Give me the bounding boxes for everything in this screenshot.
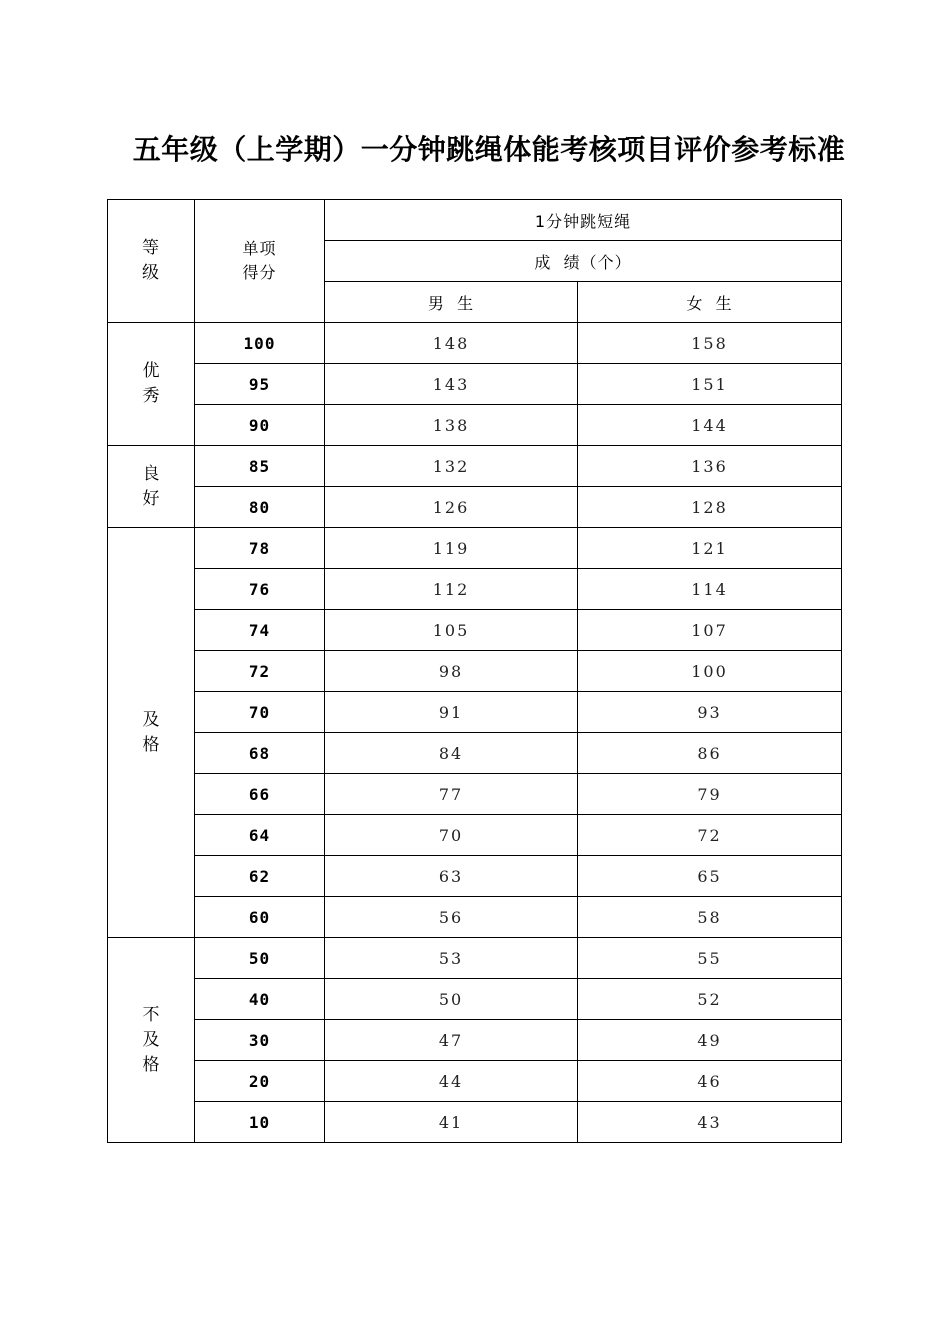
table-row — [108, 610, 842, 651]
table-row — [108, 1102, 842, 1143]
female-count-cell: 107 — [578, 610, 842, 651]
grade-label: 优 秀 — [108, 323, 195, 446]
female-count-cell: 46 — [578, 1061, 842, 1102]
header-event: 1分钟跳短绳 — [325, 200, 842, 241]
page-title: 五年级（上学期）一分钟跳绳体能考核项目评价参考标准 — [132, 133, 846, 166]
score-cell: 60 — [195, 897, 325, 938]
female-count-cell: 49 — [578, 1020, 842, 1061]
male-count-cell: 77 — [325, 774, 578, 815]
score-cell: 80 — [195, 487, 325, 528]
table-row — [108, 323, 842, 364]
table-row — [108, 1020, 842, 1061]
male-count-cell: 50 — [325, 979, 578, 1020]
male-count-cell: 41 — [325, 1102, 578, 1143]
grade-label: 及 格 — [108, 528, 195, 938]
grade-label: 不 及 格 — [108, 938, 195, 1143]
table-row — [108, 815, 842, 856]
table-row — [108, 1061, 842, 1102]
female-count-cell: 136 — [578, 446, 842, 487]
score-cell: 20 — [195, 1061, 325, 1102]
score-cell: 90 — [195, 405, 325, 446]
header-female: 女 生 — [578, 282, 842, 323]
header-result: 成 绩（个） — [325, 241, 842, 282]
male-count-cell: 148 — [325, 323, 578, 364]
score-cell: 66 — [195, 774, 325, 815]
female-count-cell: 158 — [578, 323, 842, 364]
score-cell: 100 — [195, 323, 325, 364]
score-cell: 62 — [195, 856, 325, 897]
score-cell: 50 — [195, 938, 325, 979]
header-score: 单项 得分 — [195, 200, 325, 323]
male-count-cell: 84 — [325, 733, 578, 774]
score-cell: 78 — [195, 528, 325, 569]
female-count-cell: 86 — [578, 733, 842, 774]
male-count-cell: 44 — [325, 1061, 578, 1102]
score-cell: 85 — [195, 446, 325, 487]
score-cell: 74 — [195, 610, 325, 651]
female-count-cell: 79 — [578, 774, 842, 815]
header-male: 男 生 — [325, 282, 578, 323]
table-row — [108, 692, 842, 733]
male-count-cell: 63 — [325, 856, 578, 897]
female-count-cell: 43 — [578, 1102, 842, 1143]
table-row — [108, 774, 842, 815]
male-count-cell: 112 — [325, 569, 578, 610]
male-count-cell: 138 — [325, 405, 578, 446]
table-row — [108, 487, 842, 528]
table-row — [108, 651, 842, 692]
male-count-cell: 47 — [325, 1020, 578, 1061]
male-count-cell: 119 — [325, 528, 578, 569]
male-count-cell: 132 — [325, 446, 578, 487]
female-count-cell: 72 — [578, 815, 842, 856]
table-row — [108, 897, 842, 938]
score-cell: 76 — [195, 569, 325, 610]
table-row — [108, 364, 842, 405]
female-count-cell: 93 — [578, 692, 842, 733]
female-count-cell: 52 — [578, 979, 842, 1020]
table-row — [108, 938, 842, 979]
grade-label: 良 好 — [108, 446, 195, 528]
female-count-cell: 121 — [578, 528, 842, 569]
table-row — [108, 979, 842, 1020]
female-count-cell: 151 — [578, 364, 842, 405]
score-cell: 30 — [195, 1020, 325, 1061]
female-count-cell: 100 — [578, 651, 842, 692]
score-cell: 40 — [195, 979, 325, 1020]
score-cell: 64 — [195, 815, 325, 856]
female-count-cell: 58 — [578, 897, 842, 938]
male-count-cell: 126 — [325, 487, 578, 528]
table-row — [108, 446, 842, 487]
female-count-cell: 114 — [578, 569, 842, 610]
female-count-cell: 55 — [578, 938, 842, 979]
table-row — [108, 405, 842, 446]
male-count-cell: 91 — [325, 692, 578, 733]
score-cell: 72 — [195, 651, 325, 692]
female-count-cell: 144 — [578, 405, 842, 446]
score-cell: 95 — [195, 364, 325, 405]
standards-table — [107, 199, 842, 1143]
table-row — [108, 569, 842, 610]
table-row — [108, 528, 842, 569]
male-count-cell: 143 — [325, 364, 578, 405]
male-count-cell: 70 — [325, 815, 578, 856]
score-cell: 70 — [195, 692, 325, 733]
female-count-cell: 128 — [578, 487, 842, 528]
table-row — [108, 856, 842, 897]
male-count-cell: 105 — [325, 610, 578, 651]
table-row — [108, 733, 842, 774]
score-cell: 68 — [195, 733, 325, 774]
male-count-cell: 98 — [325, 651, 578, 692]
male-count-cell: 56 — [325, 897, 578, 938]
male-count-cell: 53 — [325, 938, 578, 979]
header-grade: 等 级 — [108, 200, 195, 323]
female-count-cell: 65 — [578, 856, 842, 897]
score-cell: 10 — [195, 1102, 325, 1143]
